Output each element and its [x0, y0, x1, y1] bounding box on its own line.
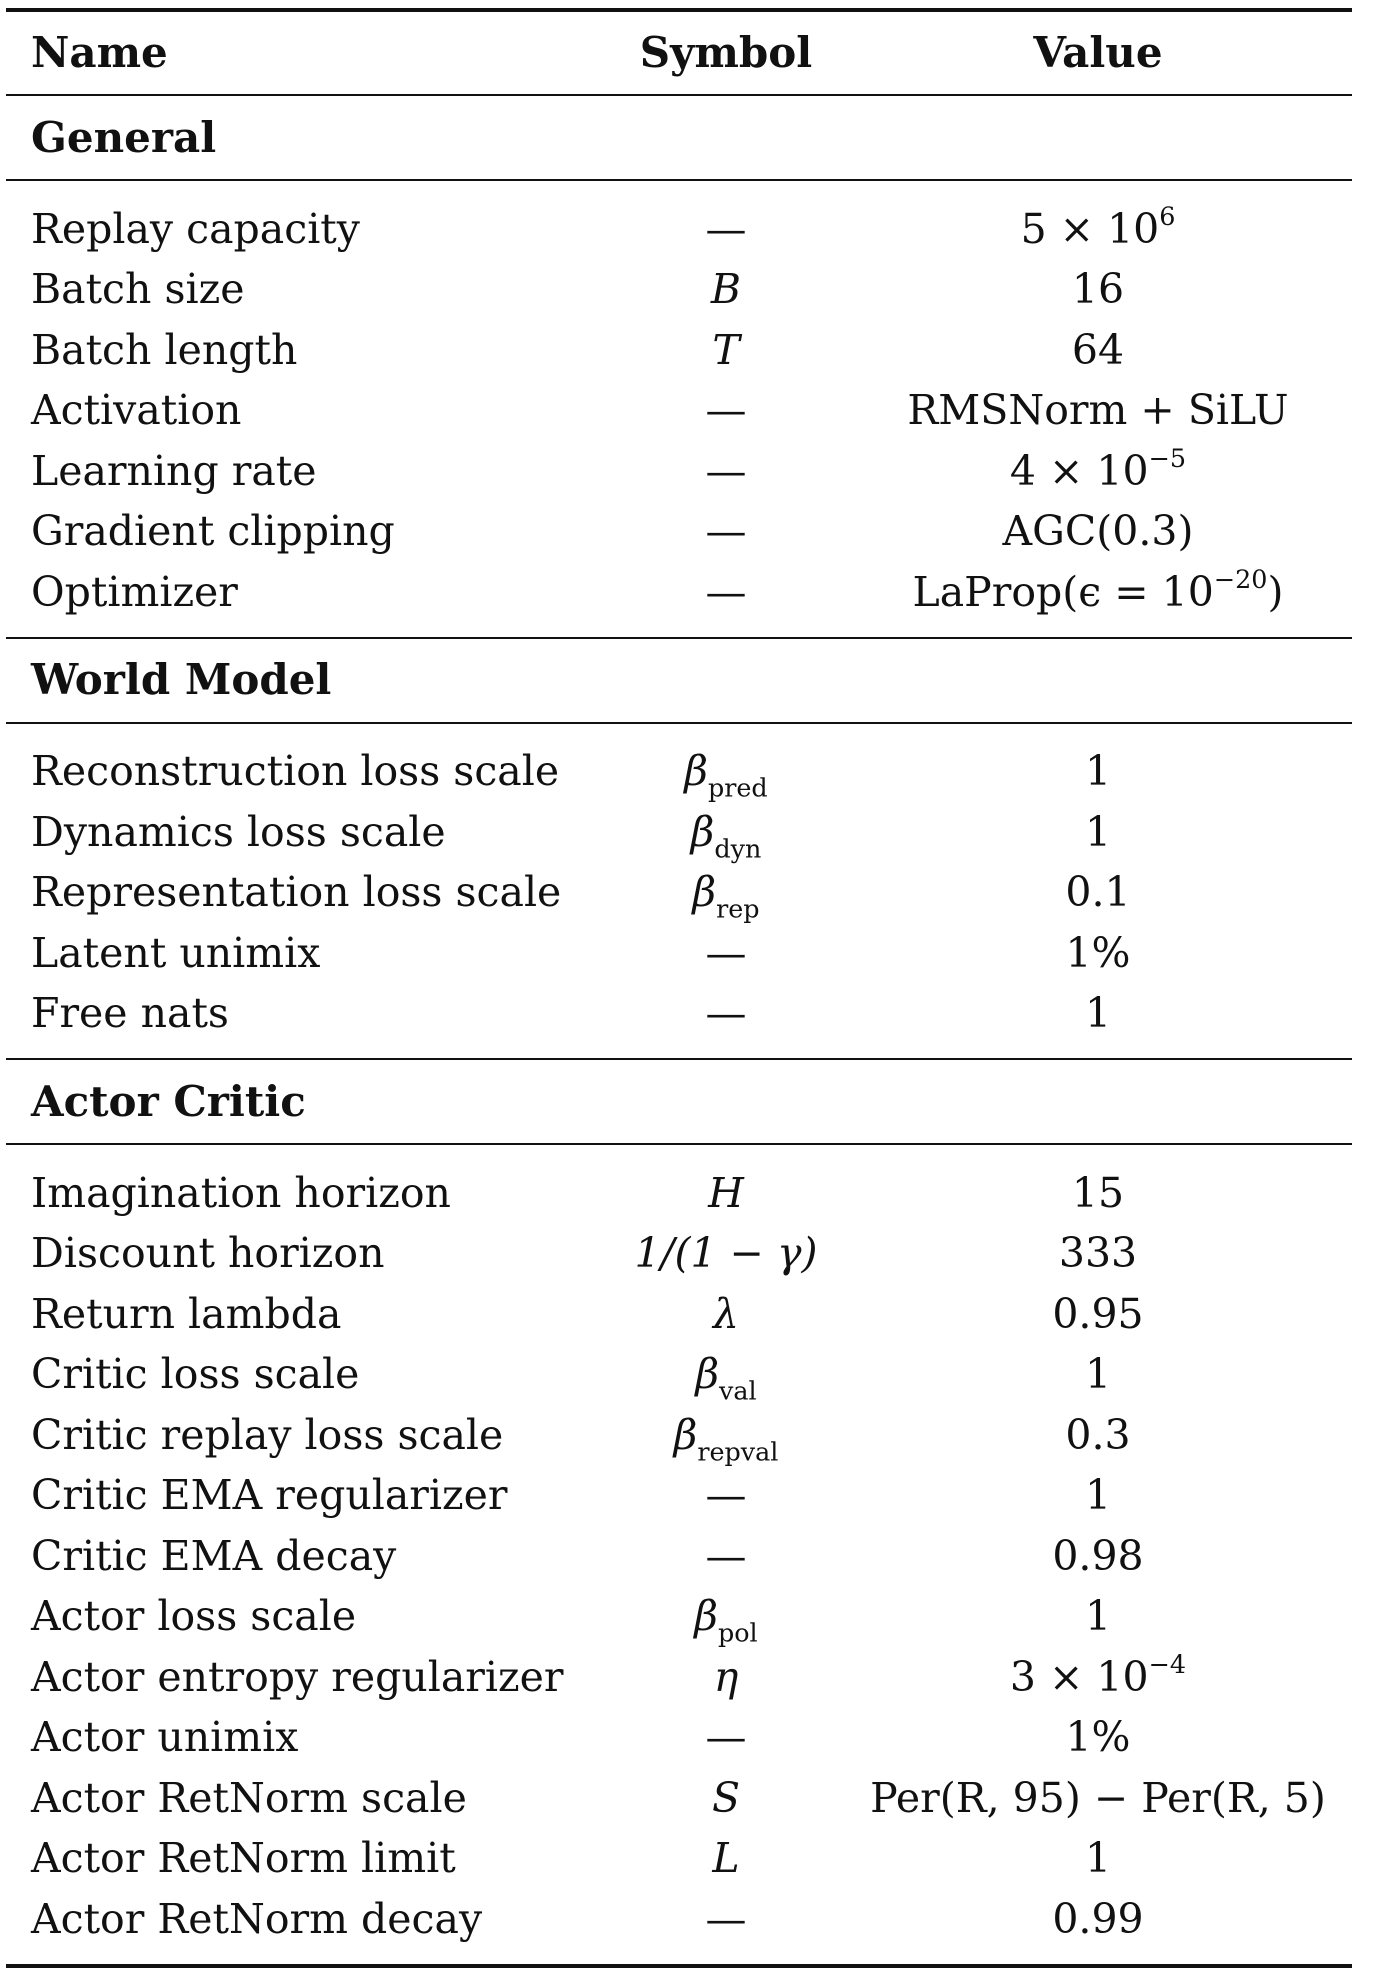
- param-symbol: [608, 507, 844, 556]
- symbol-main: T: [712, 325, 740, 374]
- param-value: [844, 1350, 1352, 1399]
- symbol-subscript: repval: [697, 1436, 779, 1467]
- symbol-main: —: [705, 989, 747, 1038]
- table-row: [6, 1405, 1352, 1466]
- bottom-rule: [6, 1964, 1352, 1968]
- value-main: 1: [1084, 807, 1112, 856]
- value-main: 1: [1084, 989, 1112, 1038]
- param-value: [844, 807, 1352, 856]
- param-name: Critic loss scale: [31, 1350, 360, 1399]
- value-main: 0.99: [1052, 1894, 1144, 1943]
- param-value: [844, 1168, 1352, 1217]
- header-symbol: Symbol: [639, 28, 813, 77]
- param-symbol: [608, 1229, 844, 1278]
- param-symbol: [608, 1894, 844, 1943]
- param-symbol: [608, 807, 844, 864]
- param-value: [844, 1471, 1352, 1520]
- symbol-main: β: [695, 1350, 720, 1399]
- symbol-main: —: [705, 507, 747, 556]
- param-name: Latent unimix: [31, 928, 321, 977]
- param-name: Representation loss scale: [31, 868, 562, 917]
- param-symbol: [608, 1289, 844, 1338]
- symbol-main: λ: [713, 1289, 739, 1338]
- section-rule: [6, 722, 1352, 724]
- param-value: [844, 989, 1352, 1038]
- param-name: Actor unimix: [31, 1713, 299, 1762]
- param-name: Actor RetNorm scale: [31, 1773, 467, 1822]
- value-main: 1%: [1065, 928, 1131, 977]
- param-symbol: [608, 747, 844, 803]
- param-name: Batch size: [31, 265, 245, 314]
- symbol-main: 1/(1 − γ): [634, 1229, 818, 1278]
- section-title: World Model: [31, 655, 332, 704]
- param-value: [844, 1713, 1352, 1762]
- param-name: Critic EMA regularizer: [31, 1471, 508, 1520]
- symbol-subscript: dyn: [714, 833, 762, 864]
- table-row: [6, 502, 1352, 563]
- header-value: Value: [1033, 28, 1163, 77]
- value-main: 0.3: [1065, 1410, 1131, 1459]
- param-symbol: [608, 325, 844, 374]
- param-value: [844, 200, 1352, 253]
- value-main: 16: [1071, 265, 1125, 314]
- table-row: [6, 1647, 1352, 1708]
- table-row: [6, 1224, 1352, 1285]
- table-row: [6, 260, 1352, 321]
- param-value: [844, 1648, 1352, 1701]
- param-value: [844, 1834, 1352, 1883]
- param-value: [844, 1531, 1352, 1580]
- symbol-subscript: pol: [718, 1617, 758, 1648]
- symbol-main: —: [705, 1531, 747, 1580]
- value-main: 1: [1084, 1471, 1112, 1520]
- table-row: [6, 1708, 1352, 1769]
- symbol-main: S: [711, 1773, 741, 1822]
- value-main: 1: [1084, 1592, 1112, 1641]
- table-row: [6, 1284, 1352, 1345]
- param-symbol: [608, 1350, 844, 1406]
- table-row: [6, 1587, 1352, 1648]
- param-symbol: [608, 1713, 844, 1762]
- param-symbol: [608, 1410, 844, 1467]
- table-row: [6, 1345, 1352, 1406]
- param-name: Optimizer: [31, 567, 238, 616]
- value-main: 15: [1071, 1168, 1125, 1217]
- param-value: [844, 1773, 1352, 1822]
- symbol-main: —: [705, 1713, 747, 1762]
- value-main: RMSNorm + SiLU: [907, 386, 1289, 435]
- param-name: Free nats: [31, 989, 229, 1038]
- param-symbol: [608, 446, 844, 495]
- value-exponent: −5: [1148, 442, 1187, 473]
- table-row: [6, 1829, 1352, 1890]
- header-row: [6, 12, 1352, 94]
- param-value: [844, 442, 1352, 495]
- value-main: 1%: [1065, 1713, 1131, 1762]
- param-value: [844, 1410, 1352, 1459]
- param-name: Critic replay loss scale: [31, 1410, 504, 1459]
- symbol-main: β: [673, 1410, 698, 1459]
- param-name: Gradient clipping: [31, 507, 395, 556]
- symbol-main: L: [712, 1834, 740, 1883]
- symbol-main: —: [705, 1894, 747, 1943]
- param-name: Discount horizon: [31, 1229, 385, 1278]
- param-value: [844, 265, 1352, 314]
- param-name: Critic EMA decay: [31, 1531, 397, 1580]
- section-rule: [6, 1143, 1352, 1145]
- symbol-main: B: [710, 265, 742, 314]
- table-row: [6, 1526, 1352, 1587]
- param-symbol: [608, 1592, 844, 1648]
- param-value: [844, 868, 1352, 917]
- param-symbol: [608, 1834, 844, 1883]
- value-main: Per(R, 95) − Per(R, 5): [870, 1773, 1326, 1822]
- param-symbol: [608, 928, 844, 977]
- param-name: Imagination horizon: [31, 1168, 451, 1217]
- param-value: [844, 1289, 1352, 1338]
- symbol-subscript: val: [719, 1375, 757, 1406]
- value-main: 0.1: [1065, 868, 1131, 917]
- param-value: [844, 563, 1352, 616]
- symbol-main: —: [705, 1471, 747, 1520]
- param-name: Actor loss scale: [31, 1592, 357, 1641]
- section-rule: [6, 179, 1352, 181]
- value-main: 0.98: [1052, 1531, 1144, 1580]
- table-row: [6, 802, 1352, 863]
- symbol-subscript: pred: [707, 772, 768, 803]
- symbol-main: η: [713, 1652, 739, 1701]
- param-symbol: [608, 1652, 844, 1701]
- param-name: Activation: [31, 386, 242, 435]
- table-row: [6, 863, 1352, 924]
- section-header-row: [6, 639, 1352, 722]
- table-row: [6, 1768, 1352, 1829]
- param-symbol: [608, 567, 844, 616]
- value-main: 1: [1084, 747, 1112, 796]
- param-symbol: [608, 1773, 844, 1822]
- table-row: [6, 562, 1352, 623]
- value-main: 3 × 10: [1009, 1652, 1149, 1701]
- symbol-main: —: [705, 928, 747, 977]
- symbol-main: —: [705, 204, 747, 253]
- param-symbol: [608, 265, 844, 314]
- param-value: [844, 507, 1352, 556]
- value-main: 0.95: [1052, 1289, 1144, 1338]
- symbol-main: —: [705, 567, 747, 616]
- value-exponent: −20: [1213, 563, 1268, 594]
- hyperparameter-table: [6, 8, 1352, 1968]
- value-exponent: −4: [1148, 1648, 1187, 1679]
- table-row: [6, 441, 1352, 502]
- table-body: [6, 96, 1352, 1950]
- table-row: [6, 923, 1352, 984]
- param-symbol: [608, 1531, 844, 1580]
- table-row: [6, 1163, 1352, 1224]
- section-header-row: [6, 1060, 1352, 1143]
- param-value: [844, 1894, 1352, 1943]
- value-main: 1: [1084, 1834, 1112, 1883]
- header-name: Name: [31, 28, 168, 77]
- value-suffix: ): [1267, 567, 1284, 616]
- param-name: Actor RetNorm decay: [31, 1894, 483, 1943]
- param-symbol: [608, 204, 844, 253]
- symbol-main: β: [694, 1592, 718, 1641]
- param-name: Dynamics loss scale: [31, 807, 446, 856]
- param-value: [844, 325, 1352, 374]
- value-main: 1: [1084, 1350, 1112, 1399]
- symbol-main: β: [692, 868, 717, 917]
- table-row: [6, 381, 1352, 442]
- param-name: Replay capacity: [31, 204, 360, 253]
- value-main: AGC(0.3): [1002, 507, 1194, 556]
- symbol-main: —: [705, 386, 747, 435]
- symbol-subscript: rep: [716, 893, 760, 924]
- value-main: 5 × 10: [1020, 204, 1160, 253]
- symbol-main: —: [705, 446, 747, 495]
- symbol-main: H: [708, 1168, 744, 1217]
- value-main: 4 × 10: [1009, 446, 1149, 495]
- value-main: 333: [1058, 1229, 1138, 1278]
- table-row: [6, 1466, 1352, 1527]
- symbol-main: β: [684, 747, 708, 796]
- section-title: Actor Critic: [31, 1076, 306, 1126]
- section-header-row: [6, 96, 1352, 179]
- param-value: [844, 386, 1352, 435]
- param-symbol: [608, 868, 844, 924]
- section-title: General: [31, 112, 217, 162]
- param-symbol: [608, 989, 844, 1038]
- param-name: Learning rate: [31, 446, 317, 495]
- value-main: LaProp(ϵ = 10: [912, 567, 1214, 616]
- param-value: [844, 747, 1352, 796]
- value-exponent: 6: [1159, 200, 1176, 231]
- param-name: Actor entropy regularizer: [31, 1652, 564, 1701]
- param-value: [844, 928, 1352, 977]
- symbol-main: β: [690, 807, 715, 856]
- table-row: [6, 984, 1352, 1045]
- value-main: 64: [1071, 325, 1125, 374]
- table-row: [6, 1889, 1352, 1950]
- param-name: Actor RetNorm limit: [31, 1834, 456, 1883]
- param-name: Return lambda: [31, 1289, 342, 1338]
- param-value: [844, 1229, 1352, 1278]
- param-name: Reconstruction loss scale: [31, 747, 560, 796]
- table-row: [6, 320, 1352, 381]
- param-symbol: [608, 1168, 844, 1217]
- table-row: [6, 742, 1352, 803]
- param-name: Batch length: [31, 325, 298, 374]
- param-symbol: [608, 386, 844, 435]
- param-value: [844, 1592, 1352, 1641]
- table-row: [6, 199, 1352, 260]
- param-symbol: [608, 1471, 844, 1520]
